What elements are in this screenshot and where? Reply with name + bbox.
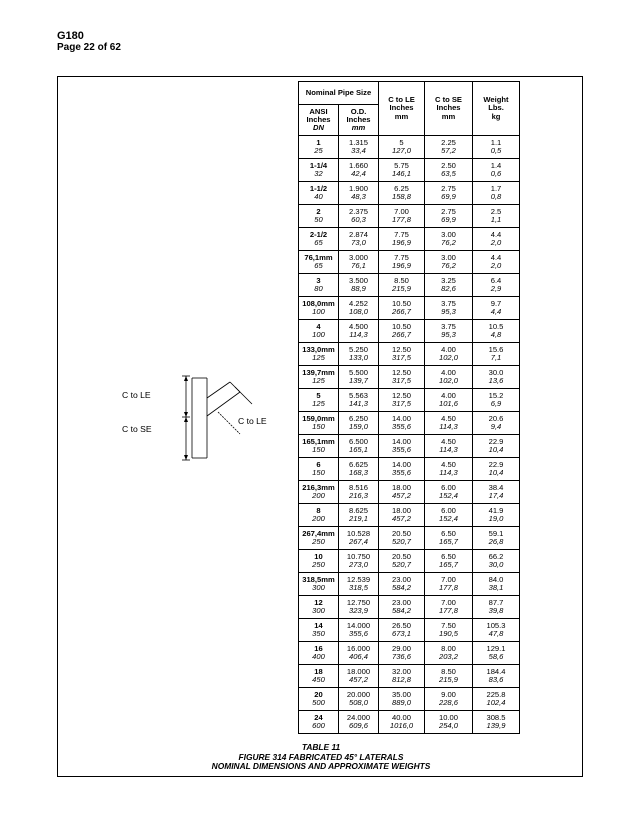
c-to-le-cell: 35.00 889,0 (379, 688, 425, 711)
od-cell: 1.315 33,4 (339, 136, 379, 159)
c-to-le-cell: 7.75 196,9 (379, 251, 425, 274)
weight-cell: 84.0 38,1 (473, 573, 520, 596)
ansi-cell: 267,4mm 250 (299, 527, 339, 550)
ansi-cell: 165,1mm 150 (299, 435, 339, 458)
od-cell: 6.250 159,0 (339, 412, 379, 435)
weight-cell: 41.9 19,0 (473, 504, 520, 527)
table-row (299, 320, 520, 343)
table-row (299, 297, 520, 320)
ansi-cell: 1-1/4 32 (299, 159, 339, 182)
table-row (299, 251, 520, 274)
c-to-se-cell: 4.50 114,3 (425, 435, 473, 458)
weight-cell: 1.7 0,8 (473, 182, 520, 205)
od-cell: 5.563 141,3 (339, 389, 379, 412)
c-to-se-cell: 7.00 177,8 (425, 596, 473, 619)
od-cell: 4.500 114,3 (339, 320, 379, 343)
od-cell: 8.516 216,3 (339, 481, 379, 504)
table-row (299, 665, 520, 688)
c-to-le-cell: 14.00 355,6 (379, 435, 425, 458)
od-cell: 5.250 133,0 (339, 343, 379, 366)
table-row (299, 412, 520, 435)
c-to-se-cell: 6.50 165,7 (425, 527, 473, 550)
weight-cell: 15.6 7,1 (473, 343, 520, 366)
ansi-cell: 5 125 (299, 389, 339, 412)
ansi-cell: 18 450 (299, 665, 339, 688)
c-to-le-cell: 7.00 177,8 (379, 205, 425, 228)
od-cell: 5.500 139,7 (339, 366, 379, 389)
c-to-se-cell: 6.50 165,7 (425, 550, 473, 573)
ansi-cell: 1-1/2 40 (299, 182, 339, 205)
od-cell: 4.252 108,0 (339, 297, 379, 320)
c-to-se-cell: 10.00 254,0 (425, 711, 473, 734)
caption-line-2: FIGURE 314 FABRICATED 45° LATERALS (238, 751, 404, 762)
od-cell: 3.500 88,9 (339, 274, 379, 297)
od-cell: 24.000 609,6 (339, 711, 379, 734)
page-number: Page 22 of 62 (57, 42, 121, 53)
c-to-le-cell: 40.00 1016,0 (379, 711, 425, 734)
table-row (299, 527, 520, 550)
weight-cell: 22.9 10,4 (473, 458, 520, 481)
table-caption (58, 743, 584, 772)
table-row (299, 550, 520, 573)
ansi-cell: 3 80 (299, 274, 339, 297)
table-row (299, 228, 520, 251)
c-to-se-cell: 6.00 152,4 (425, 504, 473, 527)
od-cell: 2.874 73,0 (339, 228, 379, 251)
od-cell: 14.000 355,6 (339, 619, 379, 642)
weight-cell: 20.6 9,4 (473, 412, 520, 435)
weight-cell: 4.4 2,0 (473, 251, 520, 274)
c-to-se-cell: 3.75 95,3 (425, 320, 473, 343)
c-to-se-cell: 7.00 177,8 (425, 573, 473, 596)
weight-cell: 38.4 17,4 (473, 481, 520, 504)
ansi-cell: 1 25 (299, 136, 339, 159)
c-to-le-cell: 12.50 317,5 (379, 389, 425, 412)
c-to-se-cell: 4.50 114,3 (425, 458, 473, 481)
caption-line-3: NOMINAL DIMENSIONS AND APPROXIMATE WEIGHTS (211, 761, 431, 771)
ansi-cell: 10 250 (299, 550, 339, 573)
figure-frame (57, 76, 583, 777)
c-to-se-cell: 2.25 57,2 (425, 136, 473, 159)
c-to-se-cell: 7.50 190,5 (425, 619, 473, 642)
weight-cell: 184.4 83,6 (473, 665, 520, 688)
table-row (299, 366, 520, 389)
document-id: G180 (57, 30, 84, 42)
weight-cell: 4.4 2,0 (473, 228, 520, 251)
ansi-cell: 318,5mm 300 (299, 573, 339, 596)
table-row (299, 435, 520, 458)
c-to-le-cell: 12.50 317,5 (379, 366, 425, 389)
weight-cell: 225.8 102,4 (473, 688, 520, 711)
table-row (299, 481, 520, 504)
weight-cell: 59.1 26,8 (473, 527, 520, 550)
weight-cell: 10.5 4,8 (473, 320, 520, 343)
c-to-se-cell: 4.50 114,3 (425, 412, 473, 435)
od-cell: 6.625 168,3 (339, 458, 379, 481)
c-to-le-cell: 20.50 520,7 (379, 550, 425, 573)
page-header (57, 30, 121, 54)
od-header: O.D. Inches mm (339, 105, 379, 136)
c-to-le-label: C to LE (122, 390, 151, 400)
table-row (299, 642, 520, 665)
c-to-se-cell: 3.25 82,6 (425, 274, 473, 297)
ansi-cell: 24 600 (299, 711, 339, 734)
c-to-se-cell: 8.00 203,2 (425, 642, 473, 665)
c-to-le-cell: 23.00 584,2 (379, 596, 425, 619)
ansi-cell: 133,0mm 125 (299, 343, 339, 366)
c-to-se-cell: 3.00 76,2 (425, 251, 473, 274)
ansi-cell: 8 200 (299, 504, 339, 527)
c-to-le-cell: 29.00 736,6 (379, 642, 425, 665)
table-row (299, 573, 520, 596)
c-to-se-cell: 9.00 228,6 (425, 688, 473, 711)
weight-cell: 1.1 0,5 (473, 136, 520, 159)
c-to-se-cell: 4.00 102,0 (425, 366, 473, 389)
c-to-le-branch-label: C to LE (238, 416, 267, 426)
c-to-se-cell: 2.50 63,5 (425, 159, 473, 182)
c-to-le-cell: 32.00 812,8 (379, 665, 425, 688)
table-row (299, 205, 520, 228)
c-to-le-cell: 26.50 673,1 (379, 619, 425, 642)
dimensions-table (298, 81, 520, 734)
c-to-le-cell: 20.50 520,7 (379, 527, 425, 550)
c-to-le-cell: 18.00 457,2 (379, 481, 425, 504)
c-to-se-cell: 6.00 152,4 (425, 481, 473, 504)
table-row (299, 389, 520, 412)
table-row (299, 159, 520, 182)
nominal-pipe-size-header: Nominal Pipe Size (299, 82, 379, 105)
c-to-se-cell: 3.00 76,2 (425, 228, 473, 251)
od-cell: 10.528 267,4 (339, 527, 379, 550)
c-to-le-cell: 18.00 457,2 (379, 504, 425, 527)
c-to-se-cell: 8.50 215,9 (425, 665, 473, 688)
c-to-le-cell: 8.50 215,9 (379, 274, 425, 297)
od-cell: 12.539 318,5 (339, 573, 379, 596)
c-to-le-cell: 5 127,0 (379, 136, 425, 159)
ansi-cell: 2 50 (299, 205, 339, 228)
ansi-header: ANSI Inches DN (299, 105, 339, 136)
od-cell: 16.000 406,4 (339, 642, 379, 665)
table-row (299, 343, 520, 366)
c-to-se-header: C to SE Inches mm (425, 82, 473, 136)
ansi-cell: 20 500 (299, 688, 339, 711)
c-to-se-cell: 4.00 102,0 (425, 343, 473, 366)
od-cell: 10.750 273,0 (339, 550, 379, 573)
c-to-se-cell: 2.75 69,9 (425, 205, 473, 228)
c-to-le-header: C to LE Inches mm (379, 82, 425, 136)
table-row (299, 182, 520, 205)
table-row (299, 458, 520, 481)
ansi-cell: 159,0mm 150 (299, 412, 339, 435)
c-to-le-cell: 7.75 196,9 (379, 228, 425, 251)
od-cell: 2.375 60,3 (339, 205, 379, 228)
caption-line-1: TABLE 11 (301, 742, 341, 752)
od-cell: 20.000 508,0 (339, 688, 379, 711)
table-row (299, 596, 520, 619)
c-to-le-cell: 23.00 584,2 (379, 573, 425, 596)
table-row (299, 619, 520, 642)
ansi-cell: 6 150 (299, 458, 339, 481)
od-cell: 1.660 42,4 (339, 159, 379, 182)
table-row (299, 274, 520, 297)
weight-cell: 30.0 13,6 (473, 366, 520, 389)
c-to-le-cell: 6.25 158,8 (379, 182, 425, 205)
c-to-le-cell: 5.75 146,1 (379, 159, 425, 182)
od-cell: 1.900 48,3 (339, 182, 379, 205)
ansi-cell: 2-1/2 65 (299, 228, 339, 251)
c-to-se-label: C to SE (122, 424, 152, 434)
ansi-cell: 14 350 (299, 619, 339, 642)
c-to-le-cell: 14.00 355,6 (379, 412, 425, 435)
weight-cell: 1.4 0,6 (473, 159, 520, 182)
od-cell: 3.000 76,1 (339, 251, 379, 274)
ansi-cell: 12 300 (299, 596, 339, 619)
weight-cell: 2.5 1,1 (473, 205, 520, 228)
ansi-cell: 76,1mm 65 (299, 251, 339, 274)
c-to-se-cell: 3.75 95,3 (425, 297, 473, 320)
table-row (299, 504, 520, 527)
od-cell: 6.500 165,1 (339, 435, 379, 458)
weight-header: Weight Lbs. kg (473, 82, 520, 136)
weight-cell: 87.7 39,8 (473, 596, 520, 619)
weight-cell: 9.7 4,4 (473, 297, 520, 320)
od-cell: 12.750 323,9 (339, 596, 379, 619)
c-to-le-cell: 12.50 317,5 (379, 343, 425, 366)
c-to-le-cell: 10.50 266,7 (379, 297, 425, 320)
table-row (299, 711, 520, 734)
lateral-diagram (112, 372, 272, 462)
weight-cell: 308.5 139,9 (473, 711, 520, 734)
ansi-cell: 4 100 (299, 320, 339, 343)
c-to-se-cell: 2.75 69,9 (425, 182, 473, 205)
ansi-cell: 216,3mm 200 (299, 481, 339, 504)
ansi-cell: 108,0mm 100 (299, 297, 339, 320)
weight-cell: 129.1 58,6 (473, 642, 520, 665)
table-row (299, 688, 520, 711)
c-to-le-cell: 14.00 355,6 (379, 458, 425, 481)
weight-cell: 66.2 30,0 (473, 550, 520, 573)
c-to-se-cell: 4.00 101,6 (425, 389, 473, 412)
table-body (299, 136, 520, 734)
ansi-cell: 139,7mm 125 (299, 366, 339, 389)
od-cell: 18.000 457,2 (339, 665, 379, 688)
weight-cell: 105.3 47,8 (473, 619, 520, 642)
weight-cell: 22.9 10,4 (473, 435, 520, 458)
weight-cell: 6.4 2,9 (473, 274, 520, 297)
table-row (299, 136, 520, 159)
od-cell: 8.625 219,1 (339, 504, 379, 527)
weight-cell: 15.2 6,9 (473, 389, 520, 412)
ansi-cell: 16 400 (299, 642, 339, 665)
c-to-le-cell: 10.50 266,7 (379, 320, 425, 343)
